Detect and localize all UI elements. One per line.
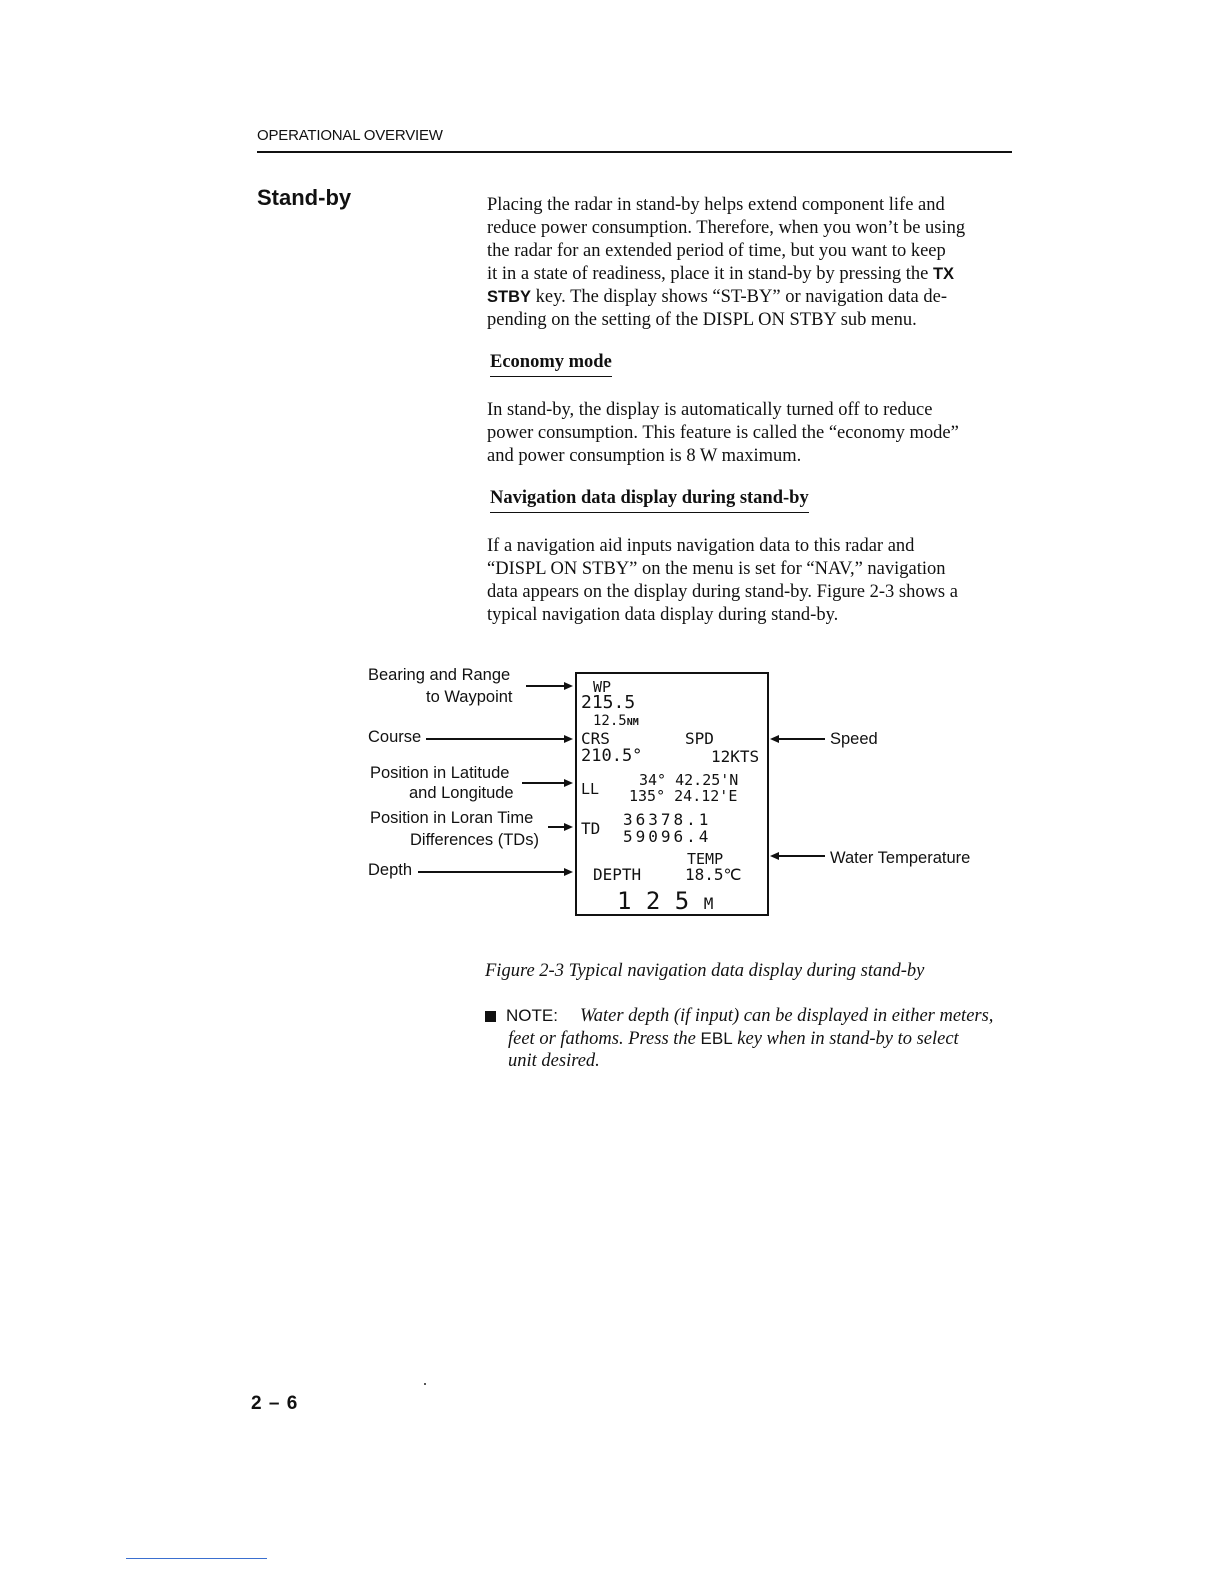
- navdata-line: “DISPL ON STBY” on the menu is set for “NAV,” navigation: [487, 559, 946, 579]
- callout-bearing-range-2: to Waypoint: [426, 688, 513, 706]
- stray-dot: [424, 1383, 426, 1385]
- navdata-line: data appears on the display during stand-by. Figure 2-3 shows a: [487, 582, 958, 602]
- td-value-1: 36378.1: [623, 810, 712, 829]
- tx-key-label: TX: [932, 265, 955, 283]
- navdata-line: If a navigation aid inputs navigation data to this radar and: [487, 536, 915, 556]
- bullet-square-icon: [485, 1011, 496, 1022]
- navdata-line: typical navigation data display during stand-by.: [487, 605, 839, 625]
- temp-label: TEMP: [687, 850, 724, 868]
- arrow-head: [564, 682, 573, 690]
- note-line: [508, 1028, 959, 1050]
- ll-label: LL: [581, 780, 600, 798]
- arrow-head: [770, 852, 779, 860]
- latitude: 34° 42.25'N: [639, 771, 739, 789]
- intro-line: pending on the setting of the DISPL ON STBY sub menu.: [487, 310, 917, 330]
- depth-value: [617, 888, 713, 917]
- arrow-speed: [779, 738, 825, 740]
- note-line: Water depth (if input) can be displayed in either meters,: [580, 1006, 994, 1026]
- wp-bearing: 215.5: [581, 692, 636, 713]
- callout-water-temp: Water Temperature: [830, 849, 971, 867]
- depth-unit: M: [703, 894, 714, 913]
- wp-label: WP: [593, 678, 612, 696]
- note-text: key when in stand-by to select: [737, 1029, 959, 1049]
- economy-line: and power consumption is 8 W maximum.: [487, 446, 802, 466]
- stby-key-label: STBY: [487, 288, 532, 306]
- page-number: 2 – 6: [251, 1393, 299, 1414]
- callout-speed: Speed: [830, 730, 878, 748]
- callout-position-2: and Longitude: [409, 784, 514, 802]
- arrow-head: [564, 868, 573, 876]
- depth-label: DEPTH: [593, 865, 642, 884]
- header-rule: [257, 151, 1012, 153]
- running-head: OPERATIONAL OVERVIEW: [257, 127, 443, 144]
- note-label: NOTE:: [506, 1006, 558, 1025]
- note-text: feet or fathoms. Press the: [508, 1029, 696, 1049]
- arrow-head: [564, 735, 573, 743]
- arrow-head: [770, 735, 779, 743]
- economy-line: power consumption. This feature is called the “economy mode”: [487, 423, 959, 443]
- spd-value: 12KTS: [711, 747, 760, 766]
- callout-loran-2: Differences (TDs): [410, 831, 539, 849]
- nav-display-screen: [575, 672, 769, 916]
- callout-position: Position in Latitude: [370, 764, 510, 782]
- depth-number: 1 2 5: [617, 887, 690, 915]
- intro-line: Placing the radar in stand-by helps extend component life and: [487, 195, 945, 215]
- arrow-depth: [418, 871, 564, 873]
- callout-loran: Position in Loran Time: [370, 809, 534, 827]
- temp-value: 18.5℃: [685, 865, 742, 884]
- callout-bearing-range: Bearing and Range: [368, 666, 511, 684]
- figure-caption: Figure 2-3 Typical navigation data display during stand-by: [485, 961, 925, 981]
- arrow-course: [426, 738, 564, 740]
- intro-line: [487, 263, 1012, 286]
- navdata-heading: Navigation data display during stand-by: [490, 488, 809, 513]
- callout-depth: Depth: [368, 861, 413, 879]
- wp-range-value: 12.5: [593, 713, 627, 729]
- intro-text: key. The display shows “ST-BY” or navigation data de-: [535, 287, 948, 307]
- crs-label: CRS: [581, 729, 610, 748]
- arrow-position: [522, 782, 564, 784]
- section-title: Stand-by: [257, 185, 352, 210]
- bottom-rule: [126, 1558, 267, 1559]
- note-line: unit desired.: [508, 1051, 600, 1071]
- td-value-2: 59096.4: [623, 827, 712, 846]
- intro-line: the radar for an extended period of time, but you want to keep: [487, 241, 946, 261]
- arrow-loran: [548, 826, 564, 828]
- crs-value: 210.5°: [581, 746, 643, 766]
- economy-heading: Economy mode: [490, 352, 612, 377]
- wp-range-unit: NM: [626, 717, 639, 728]
- intro-line: [487, 286, 1012, 309]
- ebl-key-label: EBL: [700, 1029, 733, 1048]
- longitude: 135° 24.12'E: [629, 787, 738, 805]
- spd-label: SPD: [685, 729, 714, 748]
- arrow-head: [564, 779, 573, 787]
- economy-line: In stand-by, the display is automatically turned off to reduce: [487, 400, 933, 420]
- intro-line: reduce power consumption. Therefore, when you won’t be using: [487, 218, 966, 238]
- arrow-bearing: [526, 685, 564, 687]
- arrow-water-temp: [779, 855, 825, 857]
- callout-course: Course: [368, 728, 422, 746]
- td-label: TD: [581, 819, 601, 838]
- arrow-head: [564, 823, 573, 831]
- intro-text: it in a state of readiness, place it in stand-by by pressing the: [487, 264, 929, 284]
